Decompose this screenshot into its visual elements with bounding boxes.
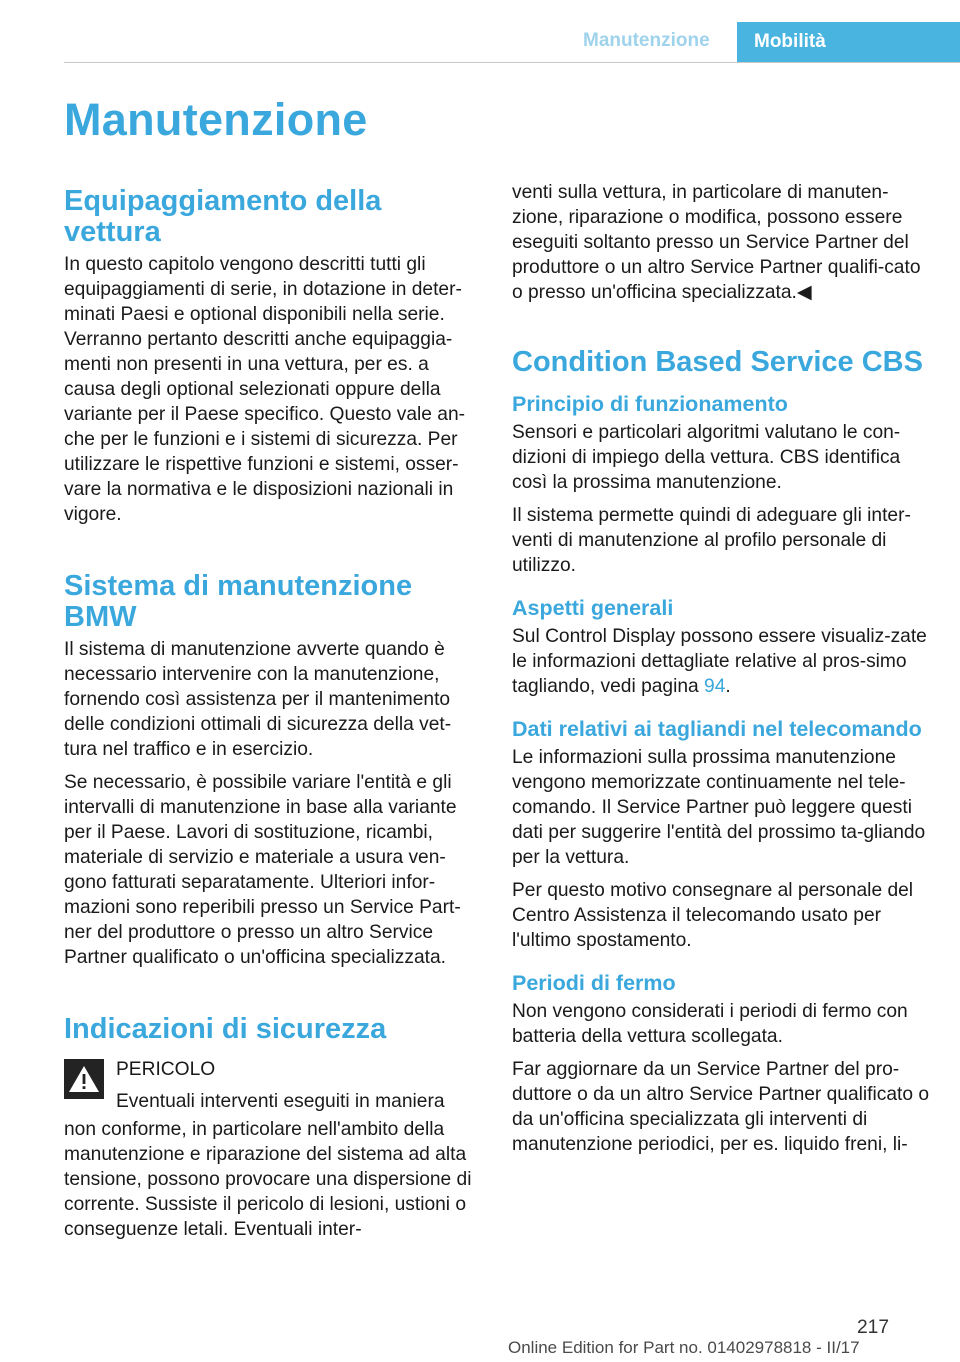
- heading-bmw-maintenance: Sistema di manutenzione BMW: [64, 570, 413, 633]
- header-chapter-label: Mobilità: [754, 31, 826, 52]
- page-reference-link[interactable]: 94: [704, 676, 726, 697]
- page-title: Manutenzione: [64, 94, 368, 145]
- warning-block: [64, 1057, 480, 1117]
- paragraph-remote-2: Per questo motivo consegnare al personale del Centro Assistenza il telecomando usato per l'ultimo spostamento.: [512, 880, 914, 951]
- warning-text: non conforme, in particolare nell'ambito della manutenzione e riparazione del sistema ad alta tensione, possono provocare una dispersione di corrente. Sussiste il pericolo di lesioni, ustioni o conseguenze letali. Eventuali inter-: [64, 1119, 472, 1240]
- heading-remote-data: Dati relativi ai tagliandi nel telecomando: [512, 717, 922, 741]
- paragraph-continued: venti sulla vettura, in particolare di manuten-zione, riparazione o modifica, possono essere eseguiti soltanto presso un Service Partner del produttore o un altro Service Partner qualifi-cato o presso un'officina specializzata.◀: [512, 182, 921, 303]
- paragraph-equipment: In questo capitolo vengono descritti tutti gli equipaggiamenti di serie, in dotazione in deter-minati Paesi e optional disponibili nella serie. Verranno pertanto descritti anche equipaggia-menti non presenti in una vettura, per es. a causa degli optional selezionati oppure della variante per il Paese specifico. Questo vale an-che per le funzioni e i sistemi di sicurezza. Per utilizzare le rispettive funzioni e sistemi, osser-vare la normativa e le disposizioni nazionali in vigore.: [64, 254, 466, 525]
- warning-text-first-line: Eventuali interventi eseguiti in maniera: [116, 1091, 445, 1112]
- paragraph-general-text: Sul Control Display possono essere visualiz-zate le informazioni dettagliate relative al pros-simo tagliando, vedi pagina: [512, 626, 927, 697]
- heading-cbs: Condition Based Service CBS: [512, 346, 923, 378]
- footer-edition-note: Online Edition for Part no. 01402978818 - II/17: [508, 1338, 860, 1357]
- heading-general: Aspetti generali: [512, 596, 674, 620]
- paragraph-idle-1: Non vengono considerati i periodi di fermo con batteria della vettura scollegata.: [512, 1001, 908, 1047]
- paragraph-remote-1: Le informazioni sulla prossima manutenzione vengono memorizzate continuamente nel tele-comando. Il Service Partner può leggere questi dati per suggerire l'entità del prossimo ta-gliando per la vettura.: [512, 747, 926, 868]
- paragraph-general-end: .: [725, 676, 731, 697]
- header-rule: [64, 62, 960, 63]
- heading-idle-periods: Periodi di fermo: [512, 971, 676, 995]
- heading-principle: Principio di funzionamento: [512, 392, 788, 416]
- paragraph-bmw-1: Il sistema di manutenzione avverte quando è necessario intervenire con la manutenzione, fornendo così assistenza per il mantenimento delle condizioni ottimali di sicurezza della vet-tura nel traffico e in esercizio.: [64, 639, 452, 760]
- warning-label: PERICOLO: [116, 1059, 216, 1080]
- header-chapter-tab: [737, 22, 960, 62]
- paragraph-idle-2: Far aggiornare da un Service Partner del pro-duttore o da un altro Service Partner qualificato o da un'officina specializzata gli interventi di manutenzione periodici, per es. liquido freni, li-: [512, 1059, 930, 1155]
- paragraph-general: [512, 624, 932, 699]
- page-number: 217: [857, 1317, 890, 1338]
- paragraph-bmw-2: Se necessario, è possibile variare l'entità e gli intervalli di manutenzione in base alla variante per il Paese. Lavori di sostituzione, ricambi, materiale di servizio e materiale a usura ven-gono fatturati separatamente. Ulteriori infor-mazioni sono reperibili presso un Service Part-ner del produttore o presso un altro Service Partner qualificato o un'officina specializzata.: [64, 772, 461, 968]
- right-column: [512, 180, 932, 1165]
- warning-triangle-icon: [64, 1059, 104, 1099]
- paragraph-principle-2: Il sistema permette quindi di adeguare gli inter-venti di manutenzione al profilo personale di utilizzo.: [512, 505, 911, 576]
- heading-equipment: Equipaggiamento della vettura: [64, 185, 382, 248]
- left-column: [64, 186, 480, 1250]
- header-section-label: Manutenzione: [583, 30, 710, 51]
- paragraph-principle-1: Sensori e particolari algoritmi valutano le con-dizioni di impiego della vettura. CBS identifica così la prossima manutenzione.: [512, 422, 901, 493]
- heading-safety: Indicazioni di sicurezza: [64, 1013, 387, 1045]
